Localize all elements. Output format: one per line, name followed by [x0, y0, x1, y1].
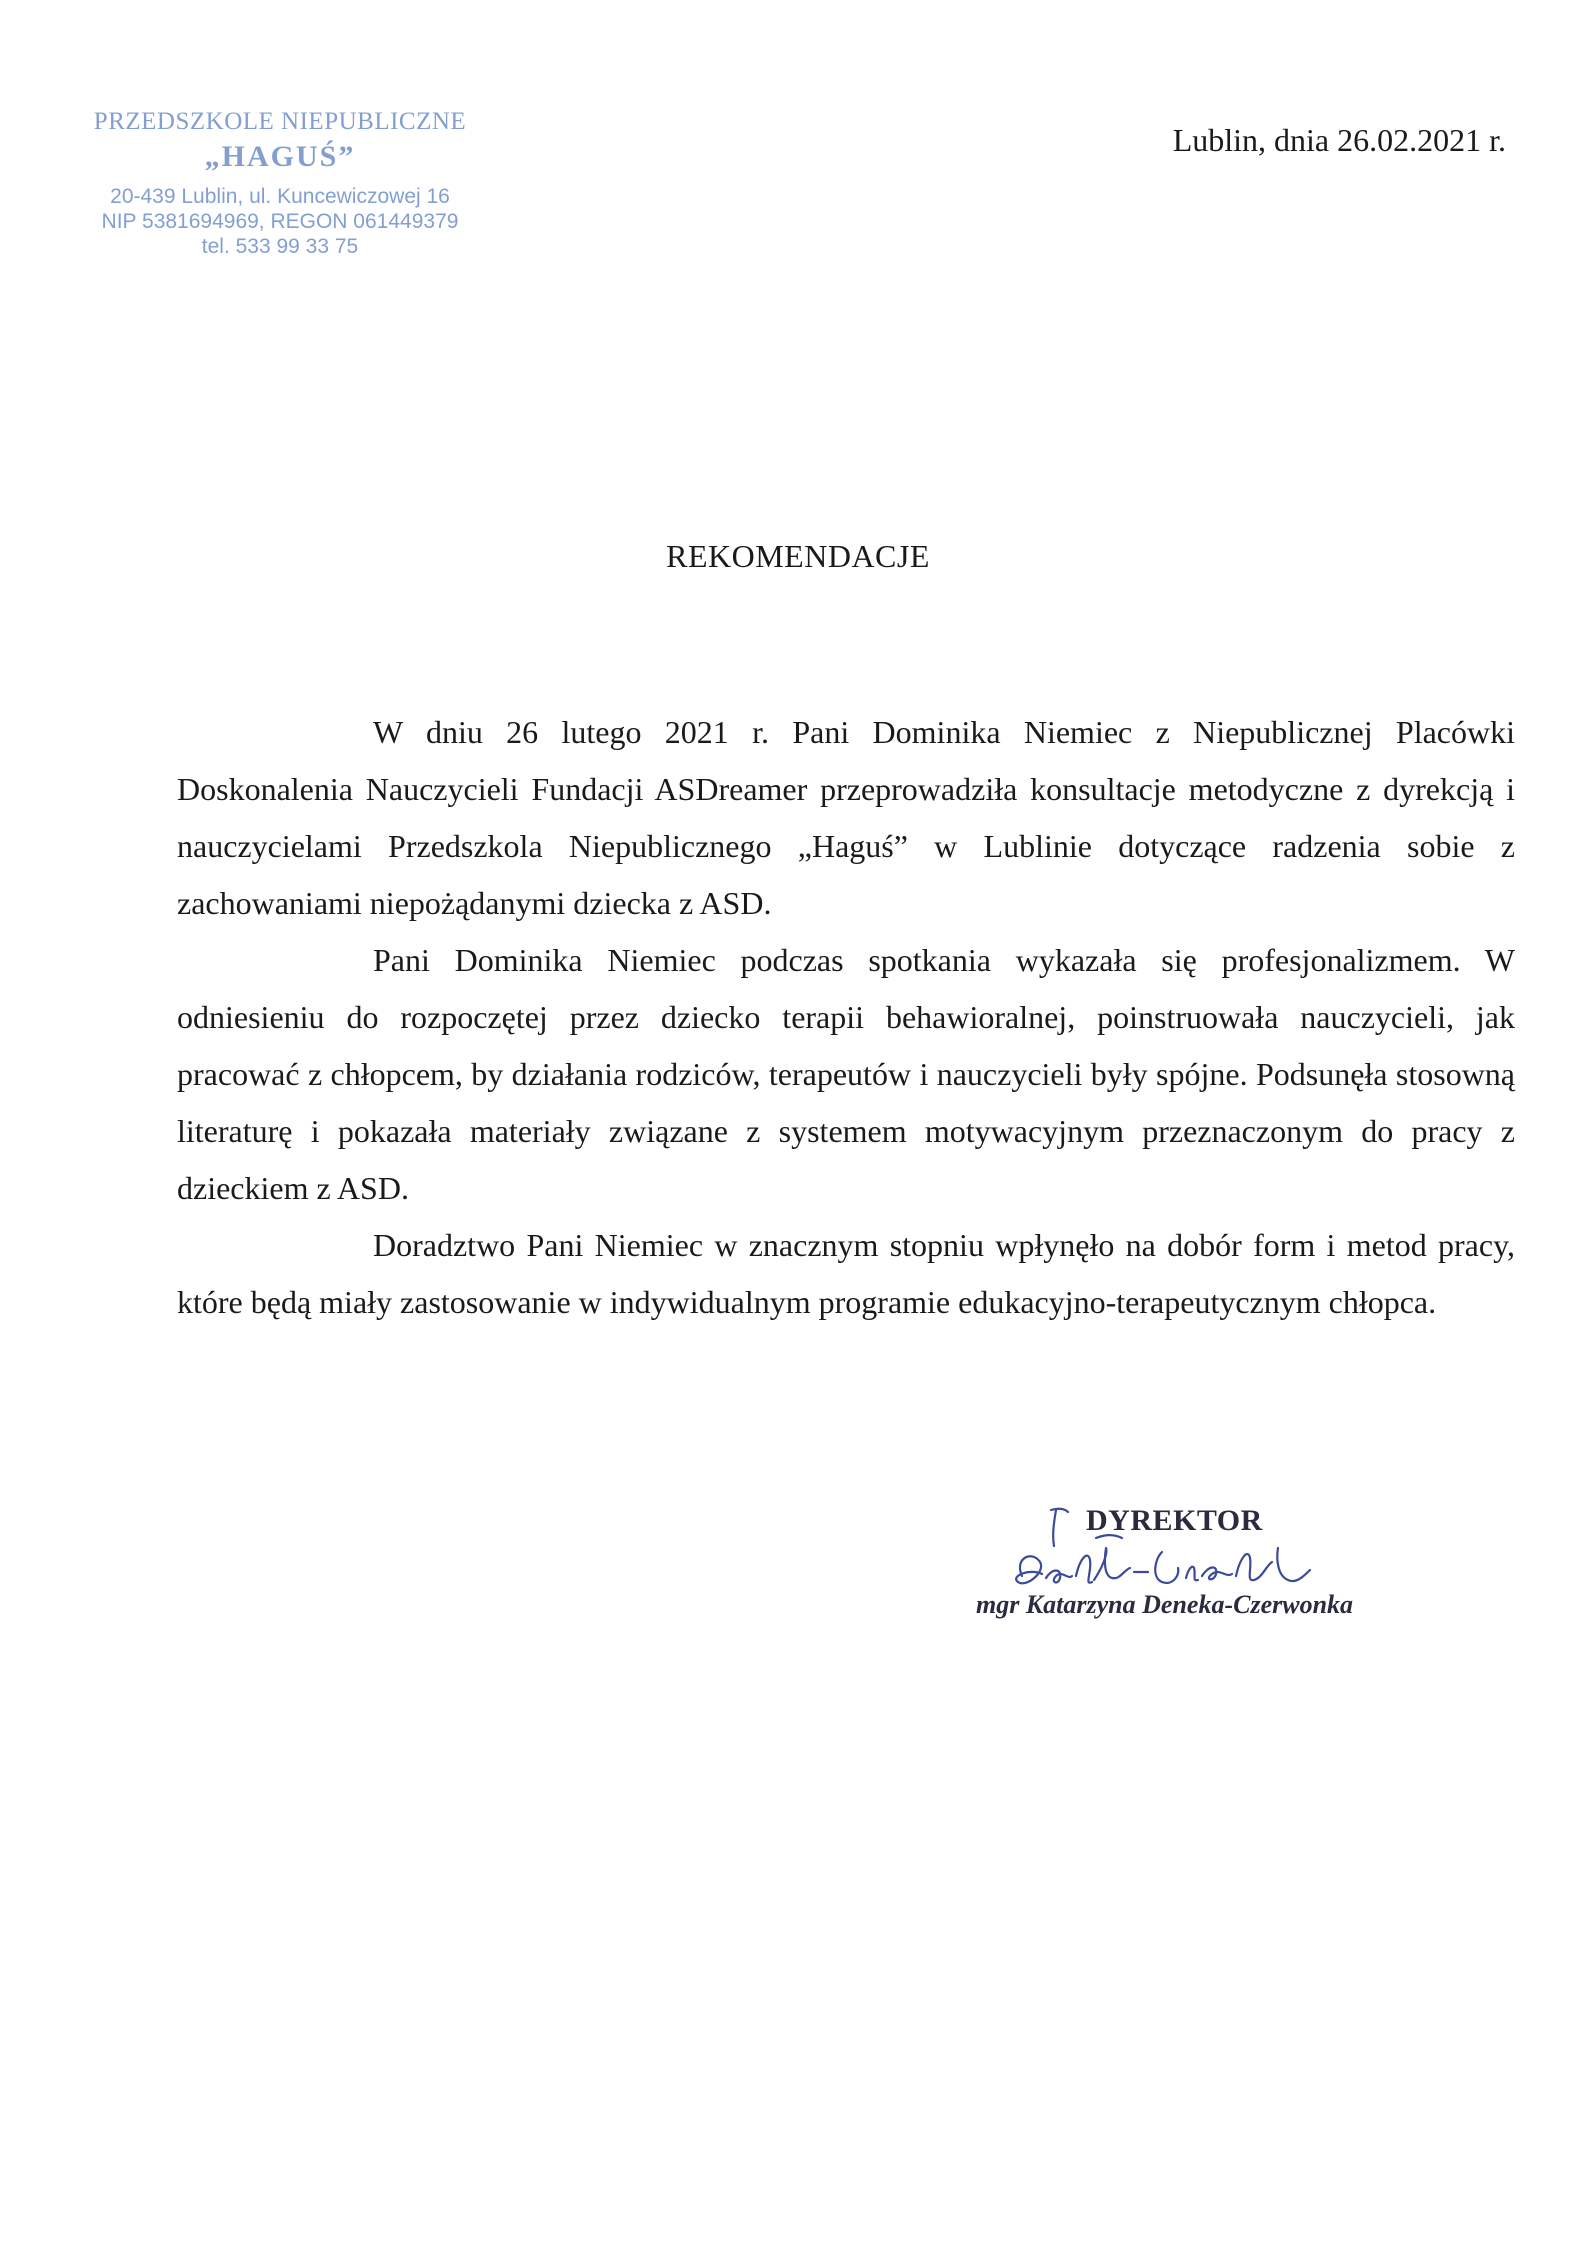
- stamp-tax-ids: NIP 5381694969, REGON 061449379: [101, 210, 459, 233]
- document-title: REKOMENDACJE: [666, 538, 930, 574]
- body-paragraph-1: W dniu 26 lutego 2021 r. Pani Dominika Niemiec z Niepublicznej Placówki Doskonalenia Nauczycieli Fundacji ASDreamer przeprowadziła konsultacje metodyczne z dyrekcją i nauczycielami Przedszkola Niepublicznego „Haguś” w Lublinie dotyczące radzenia sobie z zachowaniami niepożądanymi dziecka z ASD.: [177, 714, 1515, 921]
- stamp-institution-name: „HAGUŚ”: [204, 140, 356, 173]
- handwritten-signature: [996, 1498, 1336, 1618]
- stamp-institution-type: PRZEDSZKOLE NIEPUBLICZNE: [93, 108, 467, 135]
- signature-block: [970, 1498, 1370, 1648]
- body-paragraph-3: Doradztwo Pani Niemiec w znacznym stopniu wpłynęło na dobór form i metod pracy, które będą miały zastosowanie w indywidualnym programie edukacyjno-terapeutycznym chłopca.: [177, 1227, 1515, 1320]
- signature-name: mgr Katarzyna Deneka-Czerwonka: [976, 1590, 1354, 1619]
- body-paragraph-2: Pani Dominika Niemiec podczas spotkania wykazała się profesjonalizmem. W odniesieniu do rozpoczętej przez dziecko terapii behawioralnej, poinstruowała nauczycieli, jak pracować z chłopcem, by działania rodziców, terapeutów i nauczycieli były spójne. Podsunęła stosowną literaturę i pokazała materiały związane z systemem motywacyjnym przeznaczonym do pracy z dzieckiem z ASD.: [177, 942, 1515, 1206]
- stamp-phone: tel. 533 99 33 75: [201, 235, 359, 258]
- stamp-address: 20-439 Lublin, ul. Kuncewiczowej 16: [110, 185, 450, 208]
- document-body: [177, 704, 1515, 1331]
- institution-stamp: [90, 108, 470, 259]
- document-date: Lublin, dnia 26.02.2021 r.: [1172, 122, 1506, 158]
- signature-title: DYREKTOR: [1086, 1504, 1263, 1537]
